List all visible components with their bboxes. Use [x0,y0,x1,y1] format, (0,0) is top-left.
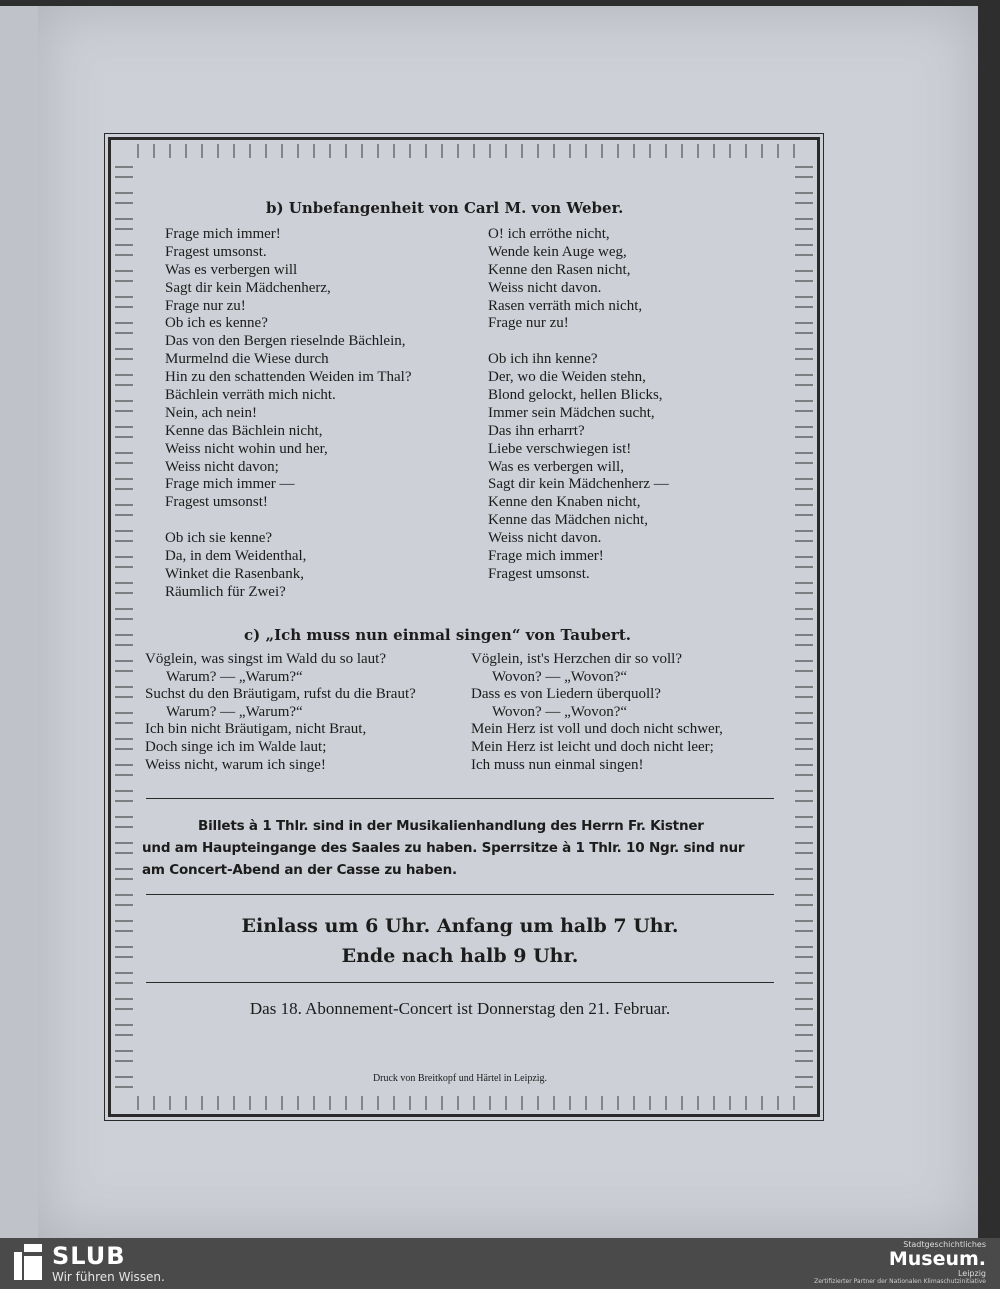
ticket-line-1: Billets à 1 Thlr. sind in der Musikalienhandlung des Herrn Fr. Kistner [198,818,704,834]
museum-name: Museum. [888,1248,986,1270]
museum-partner-note: Zertifizierter Partner der Nationalen Klimaschutzinitiative [814,1278,986,1285]
poem-line: Weiss nicht davon. [488,279,602,296]
poem-line: Suchst du den Bräutigam, rufst du die Braut? [145,686,416,703]
poem-line: O! ich erröthe nicht, [488,226,610,242]
poem-line: Das von den Bergen rieselnde Bächlein, [165,333,406,350]
divider-2 [146,894,774,895]
poem-line: Rasen verräth mich nicht, [488,297,643,314]
poem-line: Mein Herz ist leicht und doch nicht leer; [471,738,714,755]
song-b-left-column [165,226,412,602]
poem-line: Der, wo die Weiden stehn, [488,369,646,386]
ticket-line-3: am Concert-Abend an der Casse zu haben. [142,862,457,878]
song-c-right-column [471,651,723,774]
poem-line: Räumlich für Zwei? [165,583,286,600]
poem-line: Warum? — „Warum?“ [166,703,303,720]
poem-line: Blond gelockt, hellen Blicks, [488,387,663,404]
poem-line: Frage mich immer! [488,548,604,565]
song-c-left-column [145,651,416,774]
poem-line: Kenne das Bächlein nicht, [165,422,323,439]
museum-small-label: Stadtgeschichtliches [903,1240,986,1249]
poem-line: Warum? — „Warum?“ [166,668,303,685]
poem-line: Hin zu den schattenden Weiden im Thal? [165,369,412,386]
poem-line: Kenne den Knaben nicht, [488,494,641,511]
times-line-2: Ende nach halb 9 Uhr. [341,945,579,967]
poem-line: Liebe verschwiegen ist! [488,440,632,457]
poem-line: Dass es von Liedern überquoll? [471,686,661,703]
song-b-right-column [488,226,669,584]
concert-times [146,911,774,971]
museum-logo[interactable] [814,1240,986,1285]
ticket-line-2: und am Haupteingange des Saales zu haben. Sperrsitze à 1 Thlr. 10 Ngr. sind nur [142,840,745,856]
poem-line: Wovon? — „Wovon?“ [492,703,628,720]
poem-line: Ob ich ihn kenne? [488,351,598,368]
poem-line: Mein Herz ist voll und doch nicht schwer, [471,721,723,738]
poem-line: Wovon? — „Wovon?“ [492,668,628,685]
poem-line: Kenne das Mädchen nicht, [488,512,648,529]
poem-line: Weiss nicht davon. [488,530,602,547]
next-concert-notice: Das 18. Abonnement-Concert ist Donnerstag den 21. Februar. [249,999,671,1018]
poem-line: Immer sein Mädchen sucht, [488,404,655,421]
printer-imprint: Druck von Breitkopf und Härtel in Leipzig. [372,1073,548,1084]
poem-line: Ob ich es kenne? [165,315,268,332]
poem-line: Ich muss nun einmal singen! [471,756,644,773]
song-b-title: b) Unbefangenheit von Carl M. von Weber. [266,199,624,217]
border-ornament-top [131,144,797,158]
poem-line: Doch singe ich im Walde laut; [145,738,327,755]
poem-line: Vöglein, ist's Herzchen dir so voll? [471,651,682,667]
slub-name[interactable]: SLUB [52,1242,126,1270]
divider-1 [146,798,774,799]
poem-line: Fragest umsonst. [165,243,267,260]
border-ornament-right [795,160,813,1094]
poem-line [165,512,412,530]
poem-line: Ob ich sie kenne? [165,530,273,547]
times-line-1: Einlass um 6 Uhr. Anfang um halb 7 Uhr. [241,915,679,937]
slub-tagline: Wir führen Wissen. [52,1270,165,1284]
poem-line: Was es verbergen will, [488,458,624,475]
poem-line: Weiss nicht wohin und her, [165,440,328,457]
poem-line: Was es verbergen will [165,261,298,278]
poem-line: Nein, ach nein! [165,404,258,421]
song-c-title: c) „Ich muss nun einmal singen“ von Taubert. [244,626,631,644]
poem-line: Frage nur zu! [488,315,569,332]
poem-line: Fragest umsonst! [165,494,268,511]
poem-line: Winket die Rasenbank, [165,565,304,582]
poem-line: Weiss nicht davon; [165,458,279,475]
poem-line: Vöglein, was singst im Wald du so laut? [145,651,386,667]
poem-line [488,333,669,351]
poem-line: Bächlein verräth mich nicht. [165,387,336,404]
poem-line: Fragest umsonst. [488,565,590,582]
poem-line: Weiss nicht, warum ich singe! [145,756,326,773]
poem-line: Sagt dir kein Mädchenherz, [165,279,331,296]
paper-edge [0,6,38,1238]
poem-line: Wende kein Auge weg, [488,243,627,260]
poem-line: Frage mich immer! [165,226,281,242]
document-page [38,6,978,1238]
poem-line: Frage nur zu! [165,297,246,314]
ticket-info [142,815,778,881]
border-ornament-bottom [131,1096,797,1110]
viewer-footer [0,1238,1000,1289]
poem-line: Kenne den Rasen nicht, [488,261,631,278]
poem-line: Das ihn erharrt? [488,422,585,439]
poem-line: Murmelnd die Wiese durch [165,351,329,368]
divider-3 [146,982,774,983]
slub-logo-icon [14,1244,42,1280]
museum-city: Leipzig [957,1269,986,1278]
poem-line: Frage mich immer — [165,476,295,493]
poem-line: Sagt dir kein Mädchenherz — [488,476,669,493]
poem-line: Da, in dem Weidenthal, [165,548,307,565]
border-ornament-left [115,160,133,1094]
poem-line: Ich bin nicht Bräutigam, nicht Braut, [145,721,367,738]
